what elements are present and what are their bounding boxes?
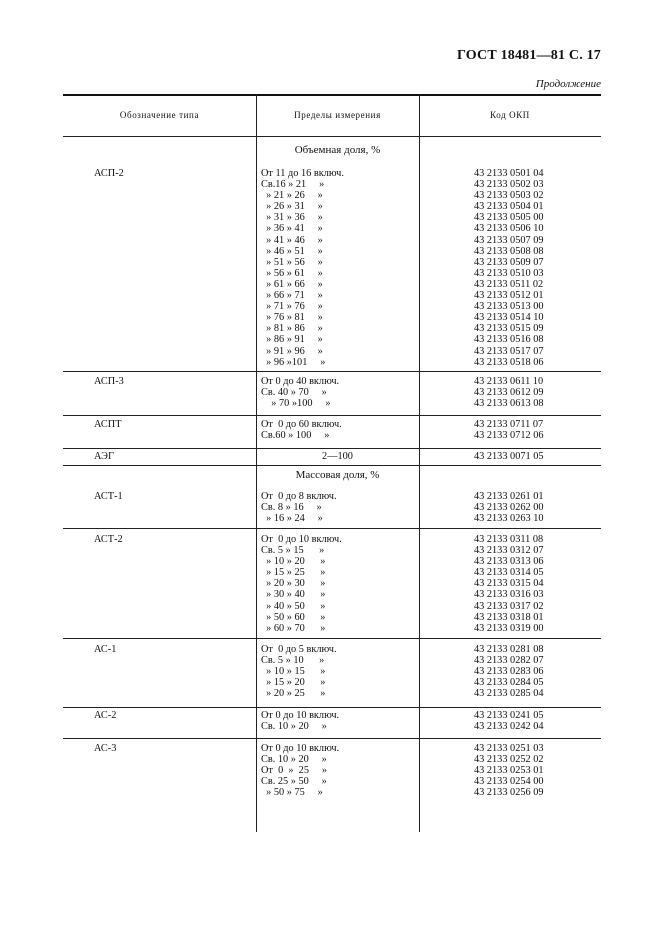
okp-code: 43 2133 0312 07 xyxy=(474,545,544,557)
range-line: От 0 до 10 включ. xyxy=(261,743,340,754)
row-rule xyxy=(63,707,601,708)
range-line: » 51 » 56 » xyxy=(261,256,323,268)
range-line: » 41 » 46 » xyxy=(261,234,323,246)
okp-code: 43 2133 0071 05 xyxy=(474,451,544,462)
range-line: » 70 »100 » xyxy=(261,398,331,410)
okp-code: 43 2133 0314 05 xyxy=(474,567,544,579)
row-rule xyxy=(63,738,601,739)
range-line: » 31 » 36 » xyxy=(261,212,323,224)
okp-code: 43 2133 0261 01 xyxy=(474,491,544,502)
okp-code: 43 2133 0505 00 xyxy=(474,212,544,224)
range-line: От 0 до 60 включ. xyxy=(261,419,342,430)
type-designation: АСП-3 xyxy=(94,376,124,387)
okp-code: 43 2133 0506 10 xyxy=(474,223,544,235)
okp-code: 43 2133 0612 09 xyxy=(474,387,544,399)
okp-code: 43 2133 0256 09 xyxy=(474,787,544,799)
okp-code: 43 2133 0253 01 xyxy=(474,765,544,777)
range-line: » 40 » 50 » xyxy=(261,600,326,612)
okp-code: 43 2133 0501 04 xyxy=(474,168,544,179)
column-divider xyxy=(419,136,420,832)
okp-code: 43 2133 0712 06 xyxy=(474,430,544,442)
measurement-ranges xyxy=(261,419,342,441)
row-rule xyxy=(63,415,601,416)
range-line: От 0 » 25 » xyxy=(261,765,327,777)
type-designation: АЭГ xyxy=(94,451,114,462)
range-line: » 50 » 75 » xyxy=(261,787,323,799)
range-line: » 60 » 70 » xyxy=(261,622,326,634)
okp-code: 43 2133 0315 04 xyxy=(474,578,544,590)
measurement-ranges xyxy=(261,376,339,409)
column-header-okp: Код ОКП xyxy=(490,110,530,120)
type-designation: АСП-2 xyxy=(94,168,124,179)
okp-codes xyxy=(474,419,544,441)
okp-codes xyxy=(474,451,544,462)
okp-code: 43 2133 0319 00 xyxy=(474,622,544,634)
okp-code: 43 2133 0516 08 xyxy=(474,334,544,346)
okp-code: 43 2133 0502 03 xyxy=(474,179,544,191)
type-designation: АС-3 xyxy=(94,743,117,754)
okp-code: 43 2133 0509 07 xyxy=(474,256,544,268)
column-header-type: Обозначение типа xyxy=(119,110,200,120)
okp-code: 43 2133 0518 06 xyxy=(474,356,544,368)
row-rule xyxy=(63,448,601,449)
okp-codes xyxy=(474,168,544,368)
okp-code: 43 2133 0241 05 xyxy=(474,710,544,721)
okp-code: 43 2133 0285 04 xyxy=(474,688,544,700)
header-bottom-rule xyxy=(63,136,601,137)
range-line: От 0 до 40 включ. xyxy=(261,376,340,387)
type-designation: АС-2 xyxy=(94,710,117,721)
range-line: » 46 » 51 » xyxy=(261,245,323,257)
section-title: Объемная доля, % xyxy=(294,144,381,156)
range-line: » 26 » 31 » xyxy=(261,201,323,213)
type-designation: АСТ-1 xyxy=(94,491,123,502)
column-header-range: Пределы измерения xyxy=(294,110,381,120)
okp-code: 43 2133 0283 06 xyxy=(474,666,544,678)
range-line: Св. 5 » 15 » xyxy=(261,545,325,557)
okp-code: 43 2133 0504 01 xyxy=(474,201,544,213)
range-line: » 91 » 96 » xyxy=(261,345,323,357)
row-rule xyxy=(63,638,601,639)
range-line: » 96 »101 » xyxy=(261,356,326,368)
range-line: » 56 » 61 » xyxy=(261,267,323,279)
okp-code: 43 2133 0284 05 xyxy=(474,677,544,689)
range-line: Св.16 » 21 » xyxy=(261,179,325,191)
measurement-ranges xyxy=(261,743,339,798)
range-line: » 71 » 76 » xyxy=(261,301,323,313)
type-designation: АС-1 xyxy=(94,644,117,655)
okp-code: 43 2133 0254 00 xyxy=(474,776,544,788)
row-rule xyxy=(63,465,601,466)
header-divider xyxy=(256,94,257,136)
range-line: » 61 » 66 » xyxy=(261,278,323,290)
okp-code: 43 2133 0510 03 xyxy=(474,267,544,279)
okp-code: 43 2133 0317 02 xyxy=(474,600,544,612)
range-line: 2—100 xyxy=(322,451,353,462)
okp-code: 43 2133 0517 07 xyxy=(474,345,544,357)
okp-code: 43 2133 0313 06 xyxy=(474,556,544,568)
range-line: » 15 » 20 » xyxy=(261,677,326,689)
okp-code: 43 2133 0263 10 xyxy=(474,513,544,525)
measurement-ranges xyxy=(261,710,339,732)
range-line: Св. 25 » 50 » xyxy=(261,776,327,788)
okp-code: 43 2133 0513 00 xyxy=(474,301,544,313)
okp-code: 43 2133 0508 08 xyxy=(474,245,544,257)
okp-code: 43 2133 0316 03 xyxy=(474,589,544,601)
measurement-ranges xyxy=(261,491,337,524)
okp-code: 43 2133 0514 10 xyxy=(474,312,544,324)
type-designation: АСПТ xyxy=(94,419,122,430)
range-line: Св. 8 » 16 » xyxy=(261,502,322,514)
okp-code: 43 2133 0242 04 xyxy=(474,721,544,733)
range-line: Св. 10 » 20 » xyxy=(261,754,327,766)
okp-code: 43 2133 0311 08 xyxy=(474,534,544,545)
okp-codes xyxy=(474,376,544,409)
range-line: От 0 до 10 включ. xyxy=(261,710,340,721)
okp-code: 43 2133 0711 07 xyxy=(474,419,544,430)
range-line: » 16 » 24 » xyxy=(261,513,323,525)
range-line: От 0 до 10 включ. xyxy=(261,534,342,545)
okp-code: 43 2133 0507 09 xyxy=(474,234,544,246)
okp-codes xyxy=(474,743,544,798)
range-line: » 66 » 71 » xyxy=(261,290,323,302)
range-line: От 0 до 5 включ. xyxy=(261,644,337,655)
range-line: » 36 » 41 » xyxy=(261,223,323,235)
okp-codes xyxy=(474,710,544,732)
range-line: От 0 до 8 включ. xyxy=(261,491,337,502)
continuation-label: Продолжение xyxy=(535,78,601,90)
measurement-ranges xyxy=(256,451,419,462)
okp-code: 43 2133 0262 00 xyxy=(474,502,544,514)
okp-codes xyxy=(474,644,544,699)
okp-code: 43 2133 0252 02 xyxy=(474,754,544,766)
range-line: » 20 » 25 » xyxy=(261,688,326,700)
range-line: » 10 » 15 » xyxy=(261,666,326,678)
range-line: » 30 » 40 » xyxy=(261,589,326,601)
range-line: » 76 » 81 » xyxy=(261,312,323,324)
range-line: Св. 40 » 70 » xyxy=(261,387,327,399)
range-line: Св.60 » 100 » xyxy=(261,430,330,442)
range-line: » 81 » 86 » xyxy=(261,323,323,335)
range-line: От 11 до 16 включ. xyxy=(261,168,344,179)
okp-code: 43 2133 0282 07 xyxy=(474,655,544,667)
column-divider xyxy=(256,136,257,832)
okp-code: 43 2133 0503 02 xyxy=(474,190,544,202)
okp-code: 43 2133 0511 02 xyxy=(474,278,544,290)
okp-code: 43 2133 0611 10 xyxy=(474,376,544,387)
range-line: Св. 5 » 10 » xyxy=(261,655,325,667)
okp-code: 43 2133 0613 08 xyxy=(474,398,544,410)
measurement-ranges xyxy=(261,534,342,634)
range-line: » 20 » 30 » xyxy=(261,578,326,590)
range-line: » 10 » 20 » xyxy=(261,556,326,568)
header-divider xyxy=(419,94,420,136)
okp-code: 43 2133 0251 03 xyxy=(474,743,544,754)
range-line: » 21 » 26 » xyxy=(261,190,323,202)
range-line: » 86 » 91 » xyxy=(261,334,323,346)
okp-code: 43 2133 0515 09 xyxy=(474,323,544,335)
okp-code: 43 2133 0318 01 xyxy=(474,611,544,623)
okp-code: 43 2133 0281 08 xyxy=(474,644,544,655)
okp-codes xyxy=(474,534,544,634)
page-header: ГОСТ 18481—81 С. 17 xyxy=(457,48,601,63)
okp-codes xyxy=(474,491,544,524)
range-line: Св. 10 » 20 » xyxy=(261,721,327,733)
range-line: » 15 » 25 » xyxy=(261,567,326,579)
measurement-ranges xyxy=(261,644,337,699)
measurement-ranges xyxy=(261,168,344,368)
row-rule xyxy=(63,371,601,372)
row-rule xyxy=(63,528,601,529)
okp-code: 43 2133 0512 01 xyxy=(474,290,544,302)
range-line: » 50 » 60 » xyxy=(261,611,326,623)
section-title: Массовая доля, % xyxy=(295,469,380,481)
type-designation: АСТ-2 xyxy=(94,534,123,545)
